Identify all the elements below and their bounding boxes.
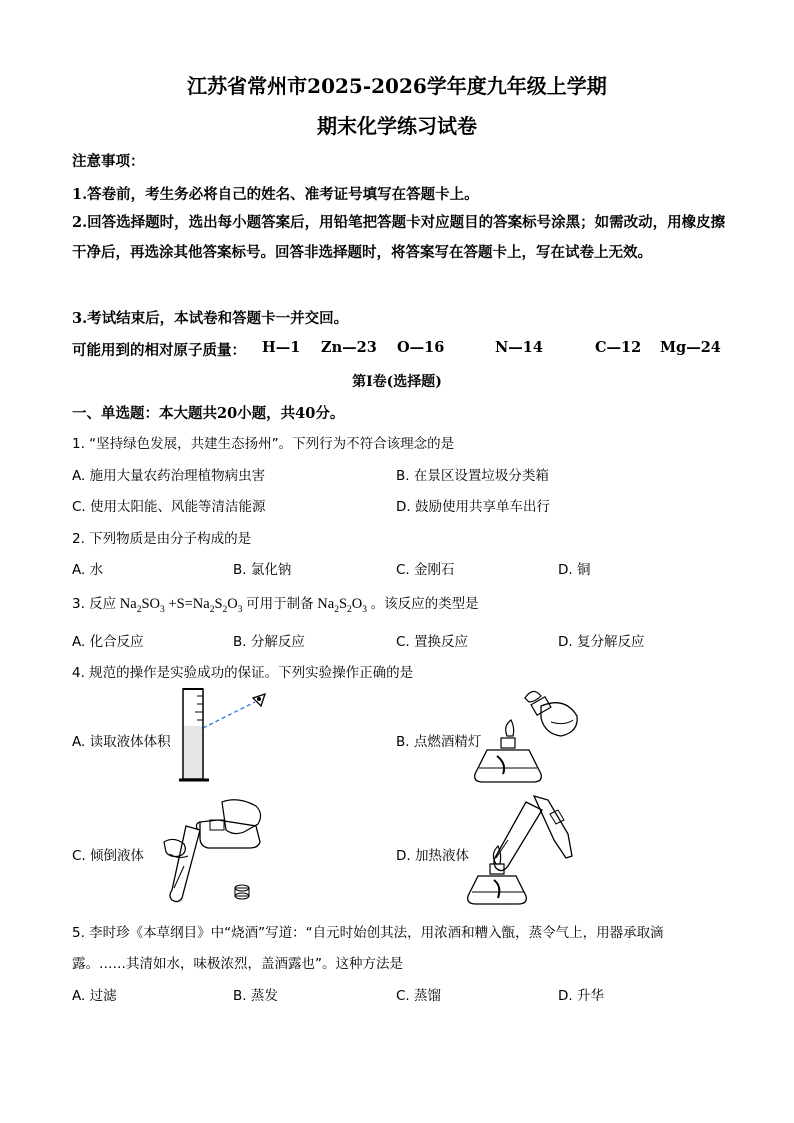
q3-stem-pre: 3. 反应 [72, 596, 117, 612]
q4-stem: 4. 规范的操作是实验成功的保证。下列实验操作正确的是 [72, 665, 414, 681]
atomic-mass-o: O—16 [397, 339, 445, 356]
q3-stem-mid: 可用于制备 [246, 596, 314, 612]
q2-stem: 2. 下列物质是由分子构成的是 [72, 531, 252, 547]
q1-option-b: B. 在景区设置垃圾分类箱 [396, 468, 549, 484]
atomic-mass-c: C—12 [595, 339, 642, 356]
q3-option-b: B. 分解反应 [233, 634, 305, 650]
q3-option-d: D. 复分解反应 [558, 634, 645, 650]
q3-reaction-equation: $Na_2SO_3 +S=Na_2S_2O_3$ [116, 596, 243, 615]
atomic-mass-zn: Zn—23 [321, 339, 377, 356]
q5-stem-line1: 5. 李时珍《本草纲目》中“烧酒”写道：“自元时始创其法，用浓酒和糟入甑，蒸令气上，用器承取滴 [72, 925, 664, 941]
q3-option-c: C. 置换反应 [396, 634, 469, 650]
q1-option-d: D. 鼓励使用共享单车出行 [396, 499, 550, 515]
section-heading: 一、单选题：本大题共20小题，共40分。 [72, 405, 345, 422]
notes-item-3: 3.考试结束后，本试卷和答题卡一并交回。 [72, 310, 349, 327]
q4-option-c: C. 倾倒液体 [72, 848, 145, 864]
notes-item-2: 2.回答选择题时，选出每小题答案后，用铅笔把答题卡对应题目的答案标号涂黑；如需改动，用橡皮擦干净后，再选涂其他答案标号。回答非选择题时，将答案写在答题卡上，写在试卷上无效。 [72, 214, 726, 261]
q2-option-d: D. 铜 [558, 562, 591, 578]
q3-stem [72, 592, 479, 615]
atomic-mass-n: N—14 [495, 339, 543, 356]
page-title: 江苏省常州市2025-2026学年度九年级上学期 [187, 74, 607, 98]
q1-stem: 1. “坚持绿色发展，共建生态扬州”。下列行为不符合该理念的是 [72, 436, 455, 452]
heating-liquid-figure [468, 794, 588, 906]
q1-option-a: A. 施用大量农药治理植物病虫害 [72, 468, 266, 484]
volume-heading: 第Ⅰ卷(选择题) [352, 374, 442, 390]
q2-option-a: A. 水 [72, 562, 104, 578]
alcohol-lamp-lighting-figure [455, 686, 585, 786]
q4-option-b: B. 点燃酒精灯 [396, 734, 482, 750]
graduated-cylinder-figure [175, 686, 275, 786]
atomic-mass-h: H—1 [262, 339, 301, 356]
q1-option-c: C. 使用太阳能、风能等清洁能源 [72, 499, 266, 515]
notes-heading: 注意事项： [72, 153, 145, 170]
q5-option-c: C. 蒸馏 [396, 988, 442, 1004]
q3-option-a: A. 化合反应 [72, 634, 144, 650]
q4-option-a: A. 读取液体体积 [72, 734, 171, 750]
q4-option-d: D. 加热液体 [396, 848, 469, 864]
q5-option-a: A. 过滤 [72, 988, 117, 1004]
notes-item-1: 1.答卷前，考生务必将自己的姓名、准考证号填写在答题卡上。 [72, 186, 479, 203]
q5-option-b: B. 蒸发 [233, 988, 278, 1004]
atomic-mass-label: 可能用到的相对原子质量： [72, 342, 246, 359]
q2-option-b: B. 氯化钠 [233, 562, 292, 578]
q3-stem-post: 。该反应的类型是 [370, 596, 479, 612]
q5-stem-line2: 露。……其清如水，味极浓烈，盖酒露也”。这种方法是 [72, 956, 403, 972]
atomic-mass-mg: Mg—24 [660, 339, 721, 356]
page-subtitle: 期末化学练习试卷 [317, 114, 477, 138]
pouring-liquid-figure [160, 796, 280, 906]
q3-product-formula: $Na_2S_2O_3$ [313, 596, 368, 615]
q2-option-c: C. 金刚石 [396, 562, 455, 578]
q5-option-d: D. 升华 [558, 988, 604, 1004]
